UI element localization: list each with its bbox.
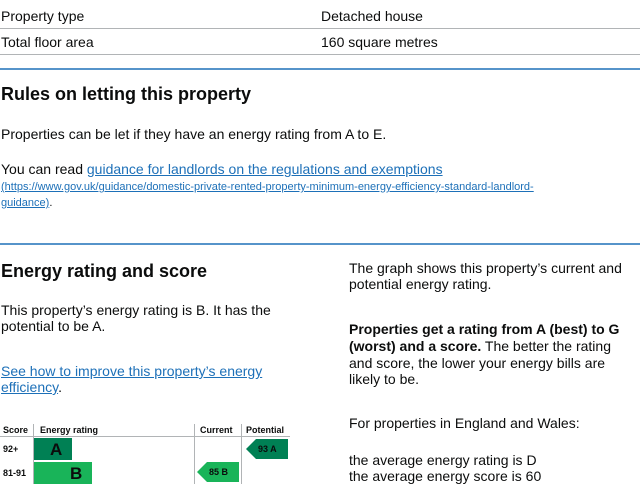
epc-current-marker <box>207 462 239 482</box>
letting-para: Properties can be let if they have an energy rating from A to E. <box>1 126 387 142</box>
epc-header-current: Current <box>200 425 233 435</box>
energy-heading: Energy rating and score <box>1 261 208 281</box>
rating-explainer-line4: likely to be. <box>349 371 420 387</box>
epc-band-a <box>34 438 72 460</box>
epc-header-potential: Potential <box>246 425 285 435</box>
epc-rating-chart <box>0 424 290 484</box>
rating-explainer-bold2: (worst) and a score. <box>349 338 482 354</box>
england-wales-label: For properties in England and Wales: <box>349 415 580 431</box>
letting-guidance <box>1 161 631 177</box>
guidance-url-link-end[interactable]: guidance) <box>1 197 50 209</box>
improve-link[interactable]: See how to improve this property’s energy <box>1 363 263 379</box>
epc-current-label: 85 B <box>209 467 229 477</box>
summary-key: Total floor area <box>1 34 94 50</box>
guidance-period: . <box>49 197 53 209</box>
summary-row <box>0 2 640 29</box>
graph-desc-line1: The graph shows this property’s current and <box>349 260 622 276</box>
epc-band-letter: B <box>70 464 83 483</box>
energy-rating-line2: potential to be A. <box>1 318 106 334</box>
epc-header-rating: Energy rating <box>40 425 99 435</box>
improve-link-line1-wrap <box>1 363 262 379</box>
epc-arrow-tip <box>246 439 256 459</box>
improve-period: . <box>58 379 62 395</box>
section-divider <box>0 243 640 245</box>
rating-explainer-line3: and score, the lower your energy bills are <box>349 355 606 371</box>
epc-band-score: 92+ <box>3 444 19 454</box>
rating-explainer-tail: The better the rating <box>481 338 611 354</box>
guidance-url <box>1 179 636 195</box>
epc-divider <box>241 424 242 484</box>
guidance-link[interactable]: guidance for landlords on the regulations and exemptions <box>86 161 443 177</box>
improve-link-end[interactable]: efficiency <box>1 379 59 395</box>
improve-link-line2-wrap <box>1 379 62 395</box>
epc-band-b <box>34 462 92 484</box>
section-divider <box>0 68 640 70</box>
guidance-url-end <box>1 195 52 211</box>
guidance-url-link[interactable]: (https://www.gov.uk/guidance/domestic-private-rented-property-minimum-energy-efficiency-standard-landlord- <box>1 181 534 193</box>
energy-rating-line1: This property’s energy rating is B. It has the <box>1 302 271 318</box>
average-score: the average energy score is 60 <box>349 468 542 484</box>
epc-divider <box>194 424 195 484</box>
summary-key: Property type <box>1 8 85 24</box>
epc-arrow-tip <box>197 462 207 482</box>
epc-band-score: 81-91 <box>3 468 27 478</box>
graph-desc-line2: potential energy rating. <box>349 276 492 292</box>
summary-value: Detached house <box>321 8 423 24</box>
rating-explainer-bold1: Properties get a rating from A (best) to G <box>349 321 620 337</box>
epc-potential-label: 93 A <box>258 444 277 454</box>
epc-potential-marker <box>256 439 288 459</box>
summary-value: 160 square metres <box>321 34 438 50</box>
rating-explainer-line2 <box>349 338 611 354</box>
epc-band-letter: A <box>50 440 63 459</box>
letting-heading: Rules on letting this property <box>1 84 252 104</box>
epc-header-score: Score <box>3 425 29 435</box>
average-rating: the average energy rating is D <box>349 452 537 468</box>
guidance-prefix: You can read <box>1 161 87 177</box>
summary-row <box>0 28 640 55</box>
